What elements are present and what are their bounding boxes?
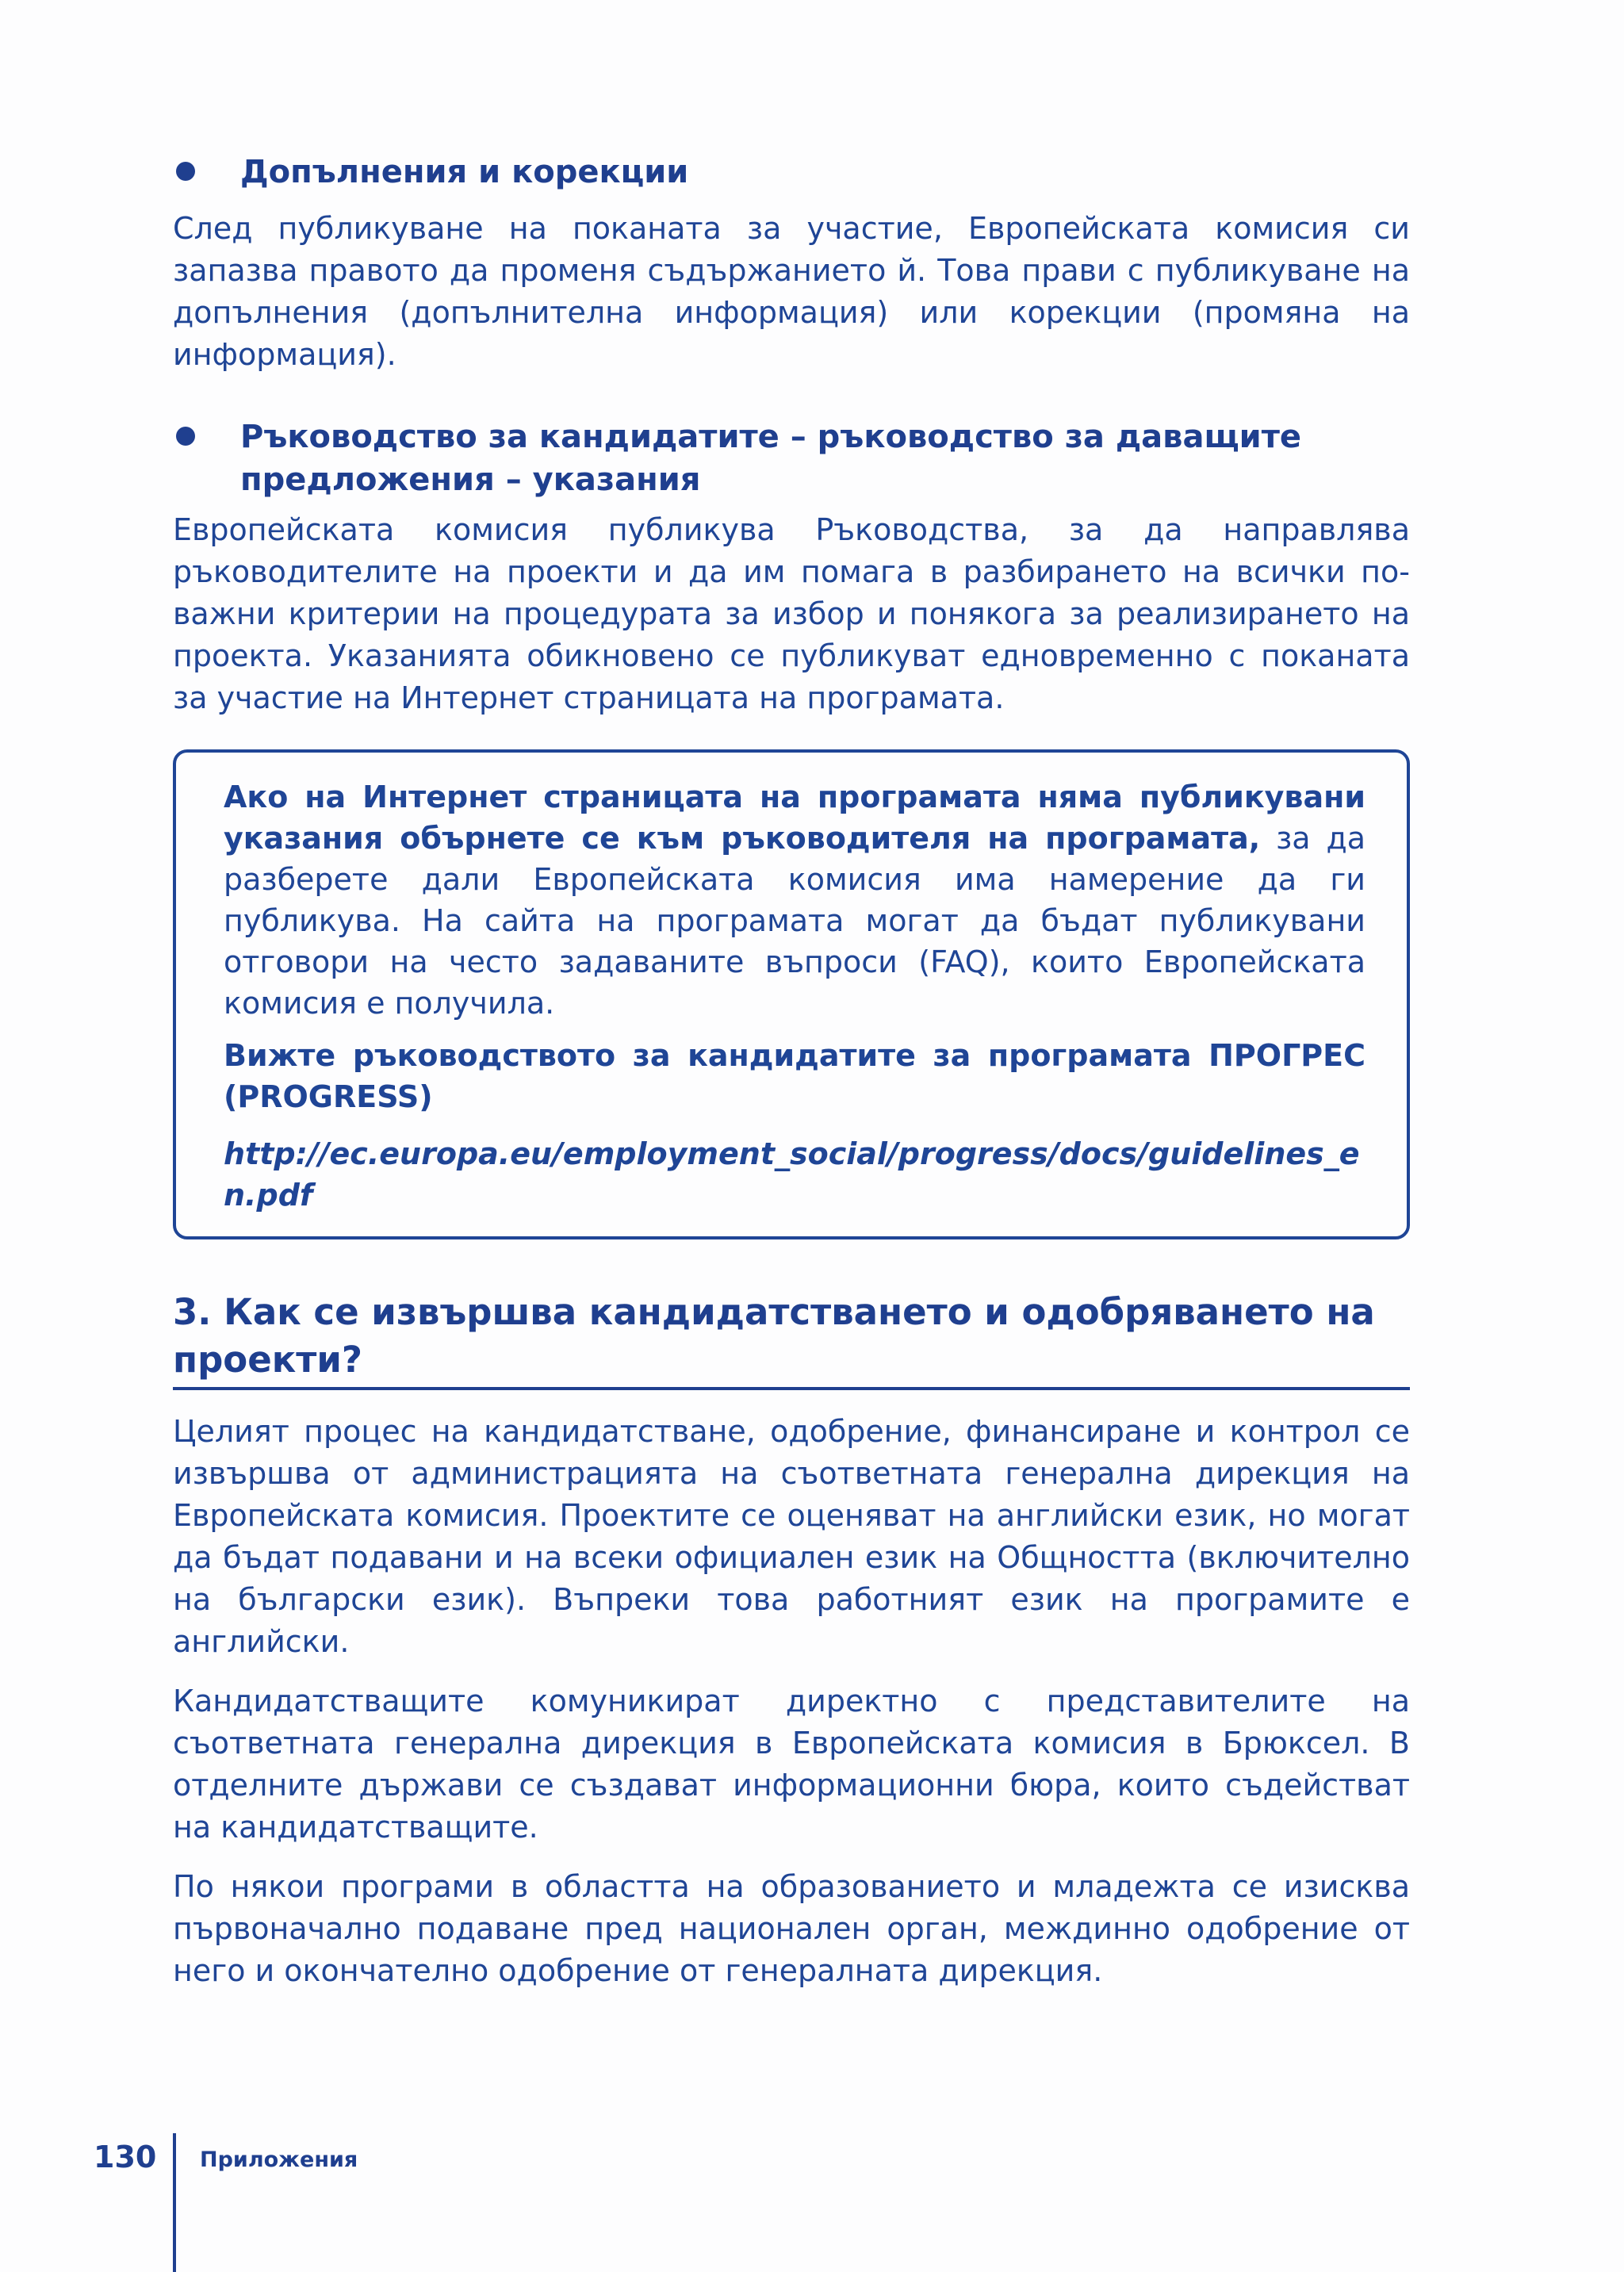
section3-paragraph: Кандидатстващите комуникират директно с представителите на съответната генерална дирекция в Европейската комисия в Брюксел. В отделните държави се създават информационни бюра, които съдействат на кандидатстващите. (173, 1684, 1410, 1845)
guide-note: Вижте ръководството за кандидатите за програмата ПРОГРЕС (PROGRESS) (224, 1038, 1365, 1114)
section3-heading: 3. Как се извършва кандидатстването и одобряването на проекти? (173, 1289, 1410, 1390)
info-box-bold-lead: Ако на Интернет страницата на програмата няма публикувани указания обърнете се към ръководителя на програмата, (224, 780, 1365, 856)
guidelines-link[interactable]: http://ec.europa.eu/employment_social/progress/docs/guidelines_en.pdf (224, 1136, 1360, 1213)
section-heading (173, 416, 1410, 501)
bullet-icon (176, 427, 195, 446)
footer-label: Приложения (200, 2147, 358, 2172)
supplements-text: След публикуване на поканата за участие, Европейската комисия си запазва правото да променя съдържанието й. Това прави с публикуване на допълнения (допълнителна информация) или корекции (промяна на информация). (173, 211, 1410, 372)
section-guidelines (173, 416, 1410, 719)
info-box (173, 749, 1410, 1239)
supplements-heading: Допълнения и корекции (240, 154, 689, 190)
guidelines-heading: Ръководство за кандидатите – ръководство за даващите предложения – указания (240, 419, 1302, 498)
bullet-icon (176, 162, 195, 181)
section3-paragraph: По някои програми в областта на образованието и младежта се изисква първоначално подаване пред национален орган, междинно одобрение от него и окончателно одобрение от генералната дирекция. (173, 1869, 1410, 1988)
section3-paragraph: Целият процес на кандидатстване, одобрение, финансиране и контрол се извършва от администрацията на съответната генерална дирекция на Европейската комисия. Проектите се оценяват на английски език, но могат да бъдат подавани и на всеки официален език на Общността (включително на български език). Въпреки това работният език на програмите е английски. (173, 1414, 1410, 1659)
section-supplements (173, 151, 1410, 376)
page-number: 130 (94, 2140, 157, 2174)
footer-divider (173, 2133, 176, 2272)
section-heading (173, 151, 1410, 193)
page-content (173, 151, 1410, 1992)
info-box-text: за да разберете дали Европейската комисия има намерение да ги публикува. На сайта на програмата могат да бъдат публикувани отговори на често задаваните въпроси (FAQ), които Европейската комисия е получила. (224, 821, 1365, 1021)
guidelines-text: Европейската комисия публикува Ръководства, за да направлява ръководителите на проекти и да им помага в разбирането на всички по-важни критерии на процедурата за избор и понякога за реализирането на проекта. Указанията обикновено се публикуват едновременно с поканата за участие на Интернет страницата на програмата. (173, 512, 1410, 715)
info-box-paragraph (224, 776, 1365, 1024)
